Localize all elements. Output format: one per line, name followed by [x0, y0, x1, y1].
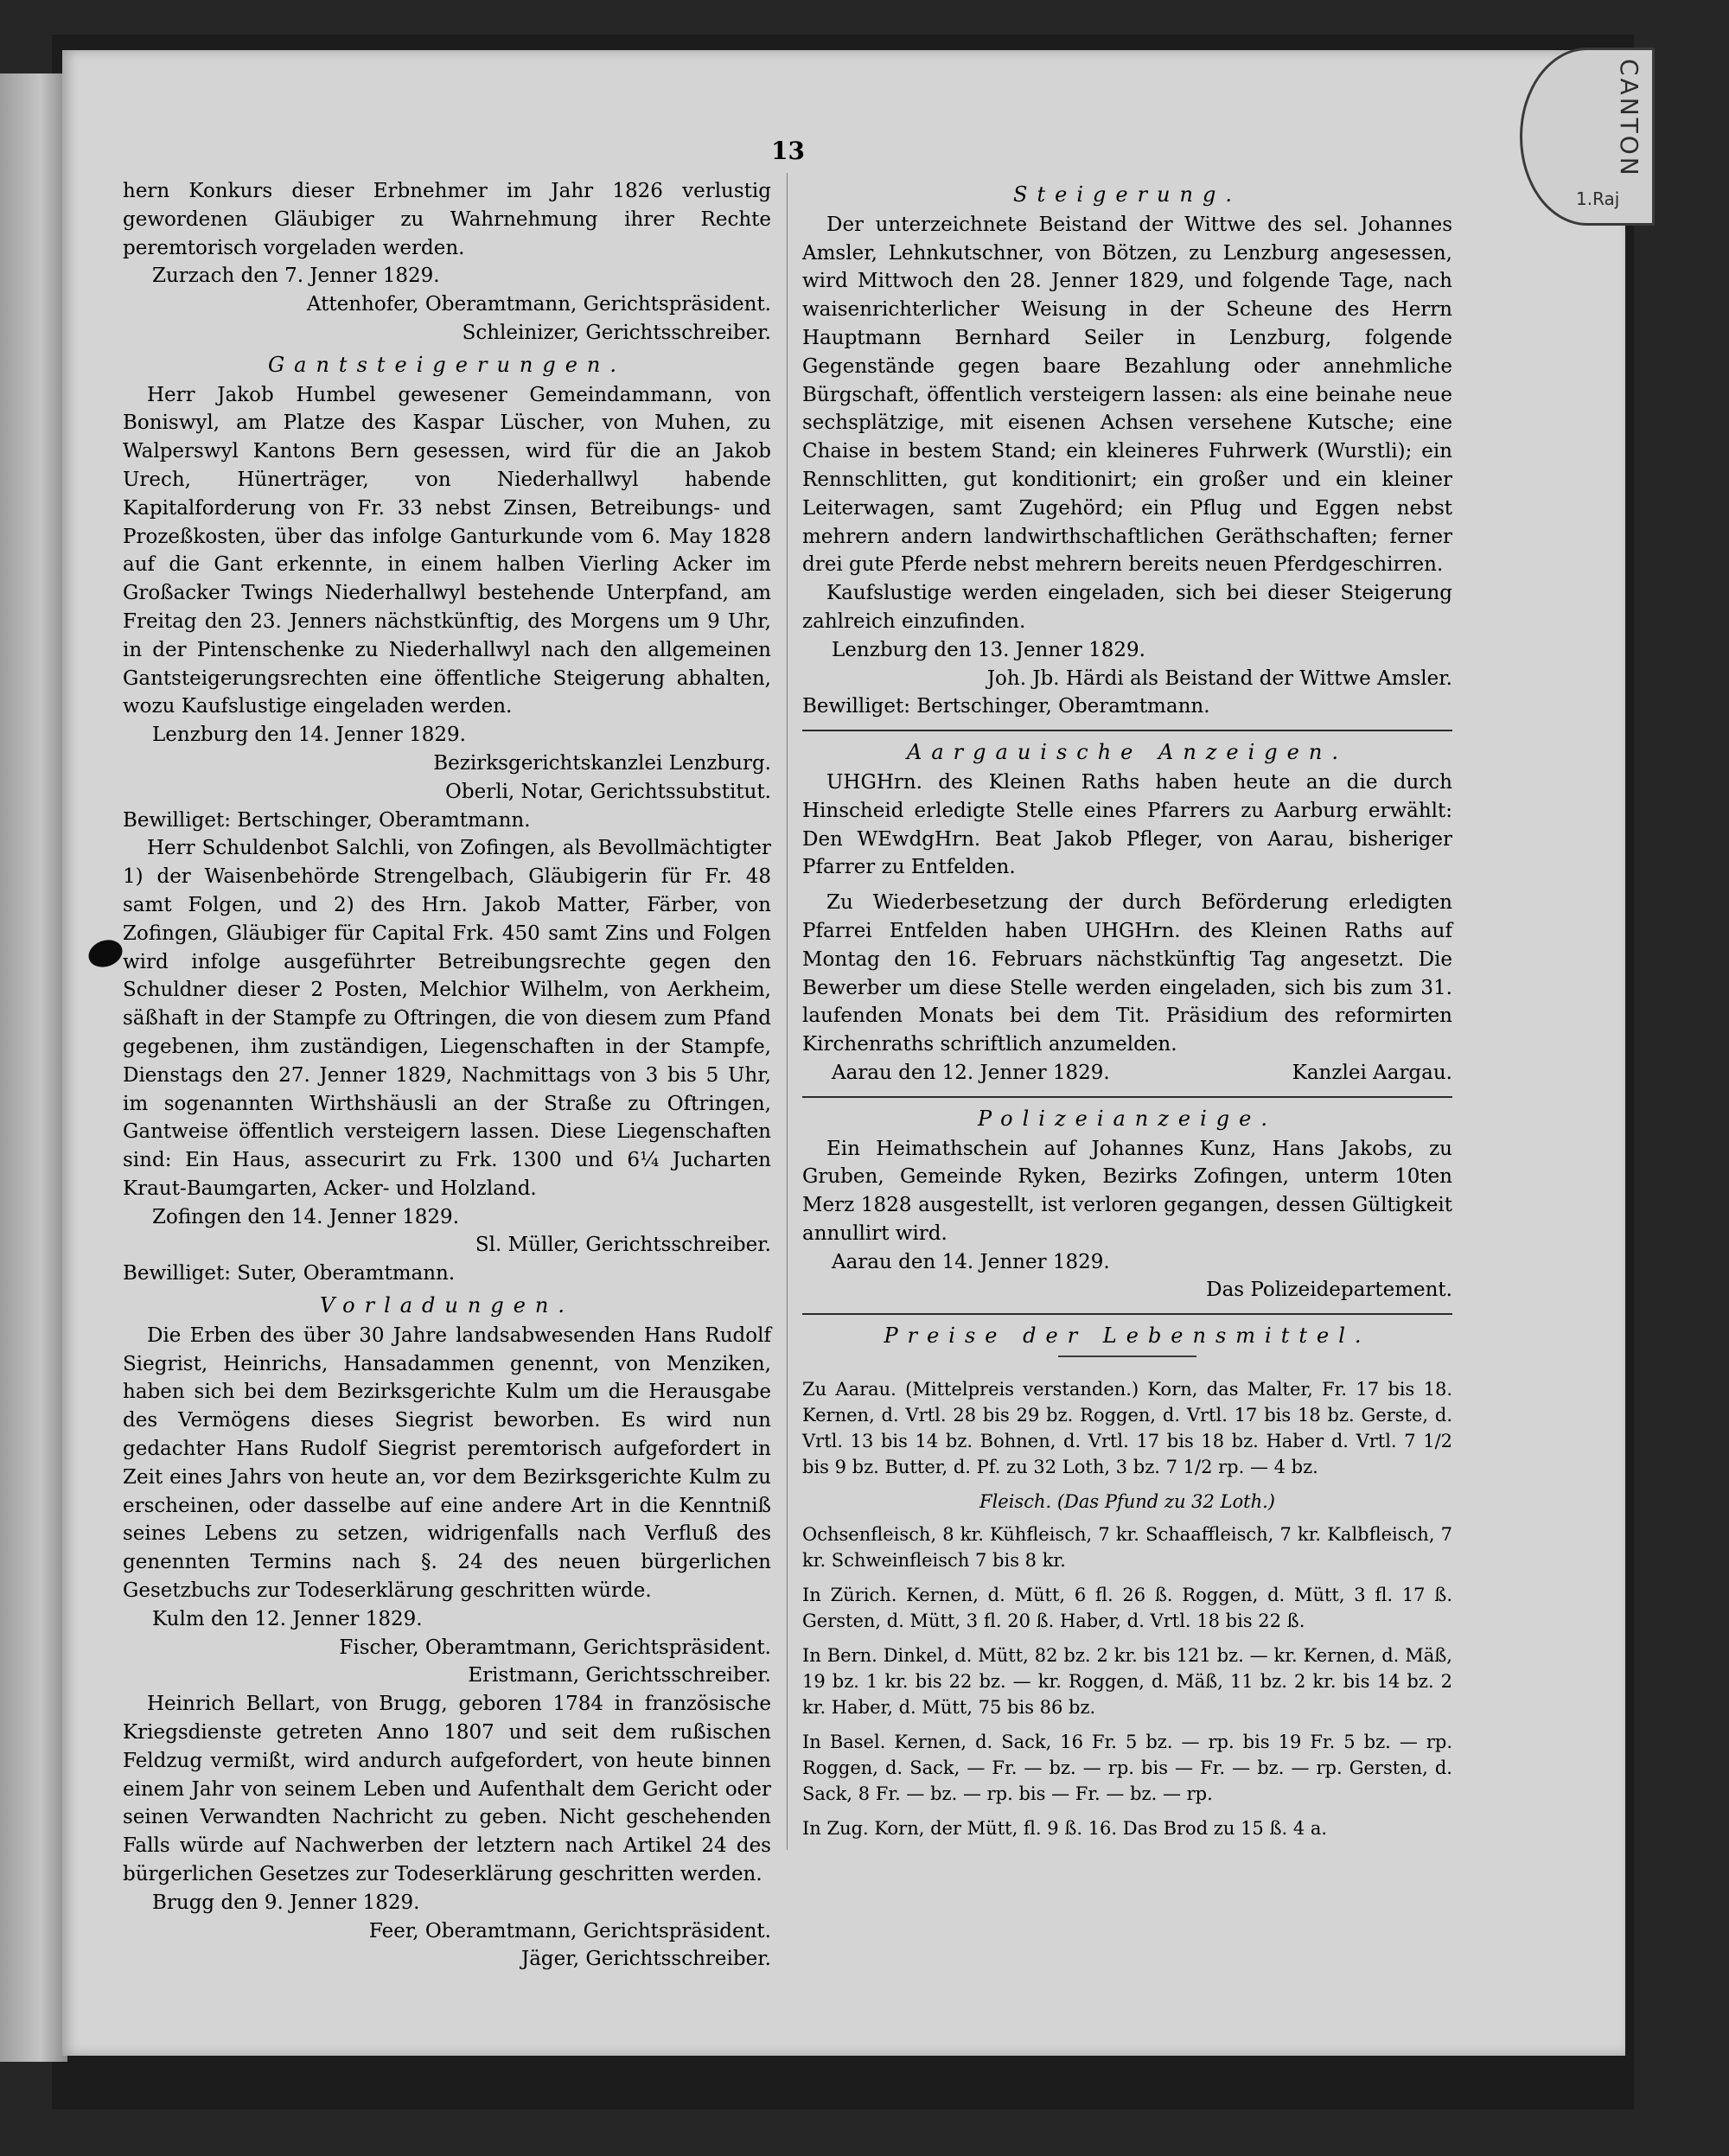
- notice-body: Die Erben des über 30 Jahre landsabwesenden Hans Rudolf Siegrist, Heinrichs, Hansadammen genennt, von Menziken, haben sich bei dem Bezirksgerichte Kulm um die Herausgabe des Vermögens dieses Siegrist beworben. Es wird nun gedachter Hans Rudolf Siegrist peremtorisch aufgefordert in Zeit eines Jahrs von heute an, vor dem Bezirksgerichte Kulm zu erscheinen, oder dasselbe auf eine andere Art in die Kenntniß seines Lebens zu setzen, widrigenfalls nach Verfluß des genennten Termins nach §. 24 des neuen bürgerlichen Gesetzbuchs zur Todeserklärung geschritten würde.: [123, 1324, 771, 1603]
- stamp-subtext: 1.Raj: [1576, 188, 1620, 209]
- notice-signature: Kanzlei Aargau.: [1292, 1061, 1452, 1084]
- section-rule: [802, 1096, 1452, 1098]
- notice-body: Heinrich Bellart, von Brugg, geboren 1784 in französische Kriegsdienste getreten Anno 1807 und seit dem rußischen Feldzug vermißt, wird andurch aufgefordert, von heute binnen einem Jahr von seinem Leben und Aufenthalt dem Gericht oder seinen Verwandten Nachricht zu geben. Nicht geschehenden Falls würde auf Nachwerben der letztern nach Artikel 24 des bürgerlichen Gesetzes zur Todeserklärung geschritten werden.: [123, 1693, 771, 1886]
- page-number: 13: [771, 137, 805, 165]
- notice-approval: Bewilliget: Bertschinger, Oberamtmann.: [802, 695, 1210, 718]
- notice-place-date: Lenzburg den 13. Jenner 1829.: [832, 638, 1145, 661]
- notice-gant-salchli: [123, 834, 771, 1288]
- notice-aargau: [802, 769, 1452, 1088]
- archive-stamp: [1520, 48, 1655, 226]
- section-heading-vorladungen: Vorladungen.: [320, 1293, 574, 1318]
- price-entry-fleisch: Ochsenfleisch, 8 kr. Kühfleisch, 7 kr. Schaaffleisch, 7 kr. Kalbfleisch, 7 kr. Schweinfleisch 7 bis 8 kr.: [802, 1524, 1452, 1572]
- notice-signature: Feer, Oberamtmann, Gerichtspräsident.: [368, 1919, 771, 1942]
- section-rule: [802, 730, 1452, 731]
- section-rule: [802, 1313, 1452, 1315]
- notice-signature: Das Polizeidepartement.: [1206, 1279, 1452, 1302]
- price-entry-basel: In Basel. Kernen, d. Sack, 16 Fr. 5 bz. — rp. bis 19 Fr. 5 bz. — rp. Roggen, d. Sack, — Fr. — bz. — rp. bis — Fr. — bz. — rp. Gersten, d. Sack, 8 Fr. — bz. — rp. bis — Fr. — bz. — rp.: [802, 1732, 1452, 1805]
- stamp-text: CANTON: [1615, 59, 1643, 178]
- notice-vorladung-siegrist: [123, 1322, 771, 1690]
- heading-underline: [1058, 1355, 1196, 1357]
- notice-polizei: [802, 1135, 1452, 1305]
- right-column: [802, 177, 1452, 1850]
- notice-signature: Attenhofer, Oberamtmann, Gerichtspräsident.: [306, 293, 771, 316]
- notice-place-date: Kulm den 12. Jenner 1829.: [152, 1607, 423, 1630]
- ink-blot: [85, 935, 126, 972]
- notice-gant-humbel: [123, 381, 771, 835]
- notice-signature: Fischer, Oberamtmann, Gerichtspräsident.: [339, 1636, 771, 1659]
- notice-approval: Bewilliget: Suter, Oberamtmann.: [123, 1262, 456, 1285]
- left-column: [123, 177, 771, 1974]
- notice-body: Der unterzeichnete Beistand der Wittwe des sel. Johannes Amsler, Lehnkutschner, von Bötzen, zu Lenzburg angesessen, wird Mittwoch den 28. Jenner 1829, und folgende Tage, nach waisenrichterlicher Weisung in der Scheune des Herrn Hauptmann Bernhard Seiler in Lenzburg, folgende Gegenstände gegen baare Bezahlung oder annehmliche Bürgschaft, öffentlich versteigern lassen: als eine beinahe neue sechsplätzige, mit eisenen Achsen versehene Kutsche; eine Chaise in bestem Stand; ein kleineres Fuhrwerk (Wurstli); ein Rennschlitten, gut konditionirt; ein großer und ein kleiner Leiterwagen, samt Zugehörd; ein Pflug und Eggen nebst mehrern andern landwirthschaftlichen Geräthschaften; ferner drei gute Pferde nebst mehrern bereits neuen Pferdgeschirren.: [802, 213, 1452, 577]
- notice-place-date: Brugg den 9. Jenner 1829.: [152, 1891, 420, 1914]
- notice-approval: Bewilliget: Bertschinger, Oberamtmann.: [123, 808, 531, 832]
- notice-signature: Joh. Jb. Härdi als Beistand der Wittwe Amsler.: [986, 667, 1452, 690]
- section-heading-preise: Preise der Lebensmittel.: [884, 1324, 1371, 1349]
- previous-page-edge: [0, 73, 67, 2062]
- price-entry-zurich: In Zürich. Kernen, d. Mütt, 6 fl. 26 ß. Roggen, d. Mütt, 3 fl. 17 ß. Gersten, d. Mütt, 3 fl. 20 ß. Haber, d. Vrtl. 18 bis 22 ß.: [802, 1585, 1452, 1632]
- section-heading-polizei: Polizeianzeige.: [978, 1106, 1277, 1131]
- price-subheading-fleisch: Fleisch. (Das Pfund zu 32 Loth.): [979, 1491, 1275, 1513]
- notice-signature: Bezirksgerichtskanzlei Lenzburg.: [433, 751, 771, 775]
- notice-invitation: Kaufslustige werden eingeladen, sich bei dieser Steigerung zahlreich einzufinden.: [802, 582, 1452, 633]
- notice-place-date: Zofingen den 14. Jenner 1829.: [152, 1205, 460, 1228]
- notice-place-date: Zurzach den 7. Jenner 1829.: [152, 265, 440, 288]
- section-heading-aargau: Aargauische Anzeigen.: [907, 740, 1348, 765]
- notice-signature: Eristmann, Gerichtsschreiber.: [468, 1664, 771, 1687]
- notice-place-date: Aarau den 12. Jenner 1829.: [832, 1061, 1110, 1084]
- column-divider: [787, 173, 788, 1850]
- notice-signature: Schleinizer, Gerichtsschreiber.: [462, 321, 771, 344]
- section-heading-steigerung: Steigerung.: [1013, 182, 1241, 207]
- price-entry-aarau: Zu Aarau. (Mittelpreis verstanden.) Korn, das Malter, Fr. 17 bis 18. Kernen, d. Vrtl. 28 bis 29 bz. Roggen, d. Vrtl. 17 bis 18 bz. Gerste, d. Vrtl. 13 bis 14 bz. Bohnen, d. Vrtl. 17 bis 18 bz. Haber d. Vrtl. 7 1/2 bis 9 bz. Butter, d. Pf. zu 32 Loth, 3 bz. 7 1/2 rp. — 4 bz.: [802, 1379, 1452, 1478]
- notice-body: Ein Heimathschein auf Johannes Kunz, Hans Jakobs, zu Gruben, Gemeinde Ryken, Bezirks Zofingen, unterm 10ten Merz 1828 ausgestellt, ist verloren gegangen, dessen Gültigkeit annullirt wird.: [802, 1137, 1452, 1245]
- notice-vorladung-bellart: [123, 1690, 771, 1974]
- notice-signature: Jäger, Gerichtsschreiber.: [520, 1948, 771, 1971]
- notice-signature: Oberli, Notar, Gerichtssubstitut.: [445, 780, 771, 803]
- notice-place-date: Lenzburg den 14. Jenner 1829.: [152, 724, 466, 747]
- notice-konkurs: [123, 177, 771, 348]
- notice-steigerung-amsler: [802, 211, 1452, 721]
- notice-body: Herr Schuldenbot Salchli, von Zofingen, als Bevollmächtigter 1) der Waisenbehörde Strengelbach, Gläubigerin für Fr. 48 samt Folgen, und 2) des Hrn. Jakob Matter, Färber, von Zofingen, Gläubiger für Capital Frk. 450 samt Zins und Folgen wird infolge ausgeführter Betreibungsrechte gegen den Schuldner dieser 2 Posten, Melchior Wilhelm, von Aerkheim, säßhaft in der Stampfe zu Oftringen, die von diesem zum Pfand gegebenen, ihm zuständigen, Liegenschaften in der Stampfe, Dienstags den 27. Jenner 1829, Nachmittags von 3 bis 5 Uhr, im sogenannten Wirthshäusli an der Straße zu Oftringen, Gantweise öffentlich versteigern lassen. Diese Liegenschaften sind: Ein Haus, assecurirt zu Frk. 1300 und 6¼ Jucharten Kraut-Baumgarten, Acker- und Holzland.: [123, 837, 771, 1200]
- notice-signature: Sl. Müller, Gerichtsschreiber.: [475, 1234, 771, 1257]
- notice-place-date: Aarau den 14. Jenner 1829.: [832, 1250, 1110, 1273]
- price-list: [802, 1376, 1452, 1841]
- notice-footer: [802, 1059, 1452, 1088]
- price-entry-zug: In Zug. Korn, der Mütt, fl. 9 ß. 16. Das Brod zu 15 ß. 4 a.: [802, 1818, 1328, 1840]
- notice-body: UHGHrn. des Kleinen Raths haben heute an die durch Hinscheid erledigte Stelle eines Pfarrers zu Aarburg erwählt: Den WEwdgHrn. Beat Jakob Pfleger, von Aarau, bisheriger Pfarrer zu Entfelden.: [802, 770, 1452, 879]
- section-heading-gant: Gantsteigerungen.: [267, 352, 627, 377]
- notice-body: Herr Jakob Humbel gewesener Gemeindammann, von Boniswyl, am Platze des Kaspar Lüscher, von Muhen, zu Walperswyl Kantons Bern gesessen, wird für die an Jakob Urech, Hünerträger, von Niederhallwyl habende Kapitalforderung von Fr. 33 nebst Zinsen, Betreibungs- und Prozeßkosten, über das infolge Ganturkunde vom 6. May 1828 auf die Gant erkennte, in einem halben Vierling Acker im Großacker Twings Niederhallwyl bestehende Unterpfand, am Freitag den 23. Jenners nächstkünftig, des Morgens um 9 Uhr, in der Pintenschenke zu Niederhallwyl nach den allgemeinen Gantsteigerungsrechten eine öffentliche Steigerung abhalten, wozu Kaufslustige eingeladen werden.: [123, 383, 771, 718]
- notice-body: Zu Wiederbesetzung der durch Beförderung erledigten Pfarrei Entfelden haben UHGHrn. des Kleinen Raths auf Montag den 16. Februars nächstkünftig Tag angesetzt. Die Bewerber um diese Stelle werden eingeladen, sich bis zum 31. laufenden Monats bei dem Tit. Präsidium des reformirten Kirchenraths schriftlich anzumelden.: [802, 891, 1452, 1056]
- price-entry-bern: In Bern. Dinkel, d. Mütt, 82 bz. 2 kr. bis 121 bz. — kr. Kernen, d. Mäß, 19 bz. 1 kr. bis 22 bz. — kr. Roggen, d. Mäß, 11 bz. 2 kr. bis 14 bz. 2 kr. Haber, d. Mütt, 75 bis 86 bz.: [802, 1645, 1452, 1719]
- notice-body: hern Konkurs dieser Erbnehmer im Jahr 1826 verlustig gewordenen Gläubiger zu Wahrnehmung ihrer Rechte peremtorisch vorgeladen werden.: [123, 180, 771, 259]
